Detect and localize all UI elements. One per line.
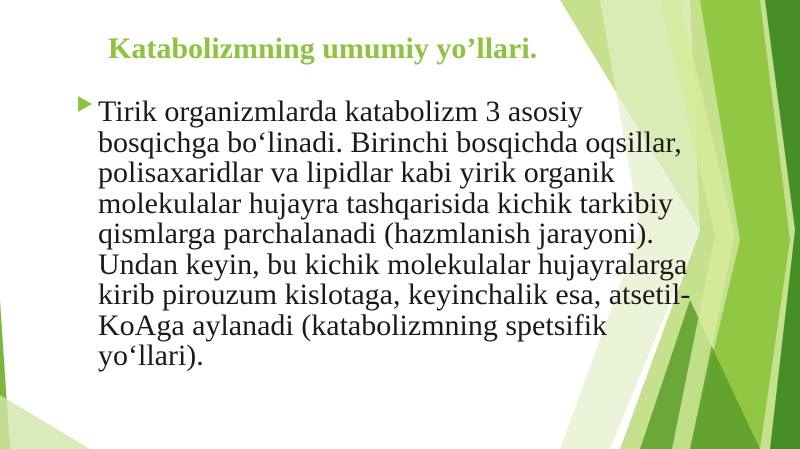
body-line: qismlarga parchalanadi (hazmlanish jarayoni). — [98, 217, 654, 250]
body-line: kirib pirouzum kislotaga, keyinchalik esa, atsetil- — [98, 278, 691, 311]
left-pale-band — [0, 395, 90, 449]
body-line: yo‘llari). — [98, 339, 204, 372]
triangle-right-icon — [78, 96, 92, 112]
body-line: molekulalar hujayra tashqarisida kichik tarkibiy — [98, 186, 673, 220]
body-line: Tirik organizmlarda katabolizm 3 asosiy — [98, 95, 583, 128]
body-line: KoAga aylanadi (katabolizmning spetsifik — [98, 308, 608, 342]
slide-title: Katabolizmning umumiy yo’llari. — [108, 32, 538, 65]
body-line: polisaxaridlar va lipidlar kabi yirik organik — [98, 156, 615, 189]
body-line: bosqichga bo‘linadi. Birinchi bosqichda oqsillar, — [98, 125, 682, 159]
body-paragraph — [98, 97, 788, 372]
body-line: Undan keyin, bu kichik molekulalar hujayralarga — [98, 247, 688, 281]
